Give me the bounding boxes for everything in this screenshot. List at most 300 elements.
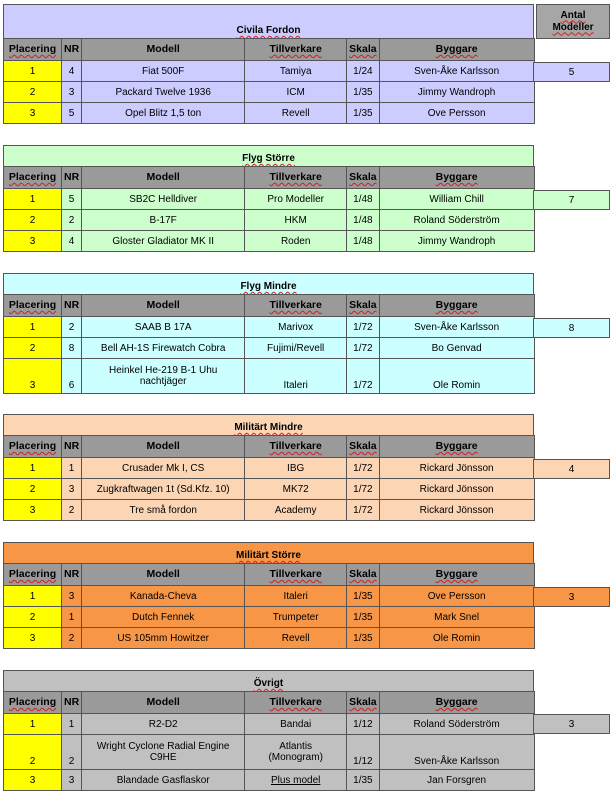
column-header-label: Byggare: [435, 299, 478, 311]
column-header-byggare: [379, 436, 534, 458]
results-table-militärt-större: [3, 563, 535, 649]
cell-tillverkare: [245, 103, 347, 124]
cell-value: 3: [68, 774, 75, 786]
cell-value: Ole Romin: [433, 632, 481, 644]
cell-skala: [347, 714, 379, 735]
cell-value: 1/35: [353, 611, 373, 623]
cell-nr: [62, 82, 82, 103]
cell-skala: [347, 586, 379, 607]
cell-value: Roden: [280, 235, 311, 247]
cell-tillverkare: [245, 338, 347, 359]
cell-modell: [82, 586, 245, 607]
column-header-byggare: [379, 167, 534, 189]
model-count-value: 4: [568, 463, 575, 475]
cell-value: 2: [29, 342, 36, 354]
column-header-nr: [62, 564, 82, 586]
cell-skala: [347, 607, 379, 628]
cell-tillverkare: [245, 359, 347, 394]
column-header-modell: [82, 564, 245, 586]
cell-value: 1/35: [353, 107, 373, 119]
cell-skala: [347, 317, 379, 338]
table-row: [4, 359, 535, 394]
cell-line-1: Wright Cyclone Radial Engine: [96, 741, 230, 752]
column-header-label: Modell: [146, 440, 180, 452]
section-title-civila-fordon: [3, 4, 534, 39]
column-header-label: Byggare: [435, 171, 478, 183]
cell-modell: [82, 607, 245, 628]
cell-modell: [82, 770, 245, 791]
cell-value: 2: [68, 504, 75, 516]
column-header-label: Tillverkare: [269, 43, 322, 55]
cell-nr: [62, 61, 82, 82]
modeller-label: Modeller: [552, 21, 594, 33]
cell-value: 1/12: [353, 756, 373, 767]
cell-tillverkare: [245, 479, 347, 500]
cell-value: 2: [29, 86, 36, 98]
cell-modell: [82, 714, 245, 735]
column-header-label: NR: [64, 568, 80, 580]
cell-value: SB2C Helldiver: [129, 193, 198, 205]
table-row: [4, 210, 535, 231]
cell-value: 2: [29, 611, 36, 623]
column-header-skala: [347, 167, 379, 189]
cell-modell: [82, 61, 245, 82]
cell-value: Tamiya: [279, 65, 312, 77]
cell-tillverkare: [245, 210, 347, 231]
cell-value: 4: [68, 235, 75, 247]
column-header-modell: [82, 167, 245, 189]
cell-value: MK72: [282, 483, 309, 495]
column-header-modell: [82, 436, 245, 458]
cell-byggare: [379, 82, 534, 103]
column-header-label: Tillverkare: [269, 568, 322, 580]
cell-skala: [347, 628, 379, 649]
cell-skala: [347, 61, 379, 82]
column-header-label: Modell: [146, 299, 180, 311]
cell-modell: [82, 82, 245, 103]
cell-byggare: [379, 770, 534, 791]
cell-value: 3: [29, 380, 36, 391]
column-header-label: Placering: [8, 440, 57, 452]
table-row: [4, 628, 535, 649]
cell-placering: [4, 61, 62, 82]
cell-tillverkare: [245, 189, 347, 210]
cell-value: Pro Modeller: [267, 193, 325, 205]
cell-tillverkare: [245, 714, 347, 735]
cell-nr: [62, 359, 82, 394]
cell-value: US 105mm Howitzer: [117, 632, 210, 644]
cell-modell: [82, 735, 245, 770]
cell-byggare: [379, 359, 534, 394]
section-title-text: Flyg Mindre: [240, 281, 297, 292]
column-header-nr: [62, 692, 82, 714]
table-row: [4, 714, 535, 735]
cell-value: Ove Persson: [427, 590, 486, 602]
cell-value: 1/48: [353, 193, 373, 205]
cell-value: ICM: [286, 86, 305, 98]
cell-placering: [4, 210, 62, 231]
column-header-label: Byggare: [435, 568, 478, 580]
cell-value: Roland Söderström: [413, 214, 500, 226]
cell-modell: [82, 338, 245, 359]
cell-byggare: [379, 317, 534, 338]
column-header-label: Skala: [349, 299, 377, 311]
cell-value: Jan Forsgren: [427, 774, 487, 786]
cell-value: Mark Snel: [434, 611, 480, 623]
cell-value: 8: [68, 342, 75, 354]
cell-modell: [82, 458, 245, 479]
cell-value: 1: [68, 462, 75, 474]
cell-value: Gloster Gladiator MK II: [112, 235, 215, 247]
cell-value: 1: [29, 718, 36, 730]
cell-value: 4: [68, 65, 75, 77]
cell-value: 1/35: [353, 590, 373, 602]
cell-value: 2: [68, 632, 75, 644]
column-header-label: Skala: [349, 696, 377, 708]
column-header-label: Modell: [146, 43, 180, 55]
column-header-label: Modell: [146, 171, 180, 183]
cell-line-2: (Monogram): [268, 752, 323, 763]
table-header-row: [4, 692, 535, 714]
cell-byggare: [379, 607, 534, 628]
cell-value: Marivox: [278, 321, 314, 333]
cell-value: 2: [29, 756, 36, 767]
column-header-label: Skala: [349, 440, 377, 452]
table-row: [4, 479, 535, 500]
cell-nr: [62, 103, 82, 124]
cell-value: Blandade Gasflaskor: [116, 774, 210, 786]
cell-placering: [4, 607, 62, 628]
cell-modell: [82, 231, 245, 252]
cell-value: Sven-Åke Karlsson: [414, 321, 500, 333]
cell-nr: [62, 231, 82, 252]
cell-value: 5: [68, 107, 75, 119]
cell-placering: [4, 500, 62, 521]
cell-value: 1: [29, 462, 36, 474]
model-count-value: 3: [568, 591, 575, 603]
cell-nr: [62, 189, 82, 210]
column-header-label: Placering: [8, 568, 57, 580]
cell-nr: [62, 770, 82, 791]
column-header-placering: [4, 436, 62, 458]
cell-value: 5: [68, 193, 75, 205]
column-header-label: Tillverkare: [269, 171, 322, 183]
cell-nr: [62, 210, 82, 231]
antal-label: Antal: [560, 9, 586, 21]
table-row: [4, 338, 535, 359]
section-title-text: Militärt Mindre: [234, 422, 303, 433]
cell-value: 1/72: [353, 483, 373, 495]
column-header-label: Placering: [8, 43, 57, 55]
cell-value: 1: [68, 611, 75, 623]
cell-value: 1/72: [353, 462, 373, 474]
model-count-övrigt: [533, 714, 610, 734]
column-header-byggare: [379, 295, 534, 317]
cell-value: 1/48: [353, 214, 373, 226]
column-header-label: Placering: [8, 171, 57, 183]
table-header-row: [4, 564, 535, 586]
cell-value: 2: [68, 756, 75, 767]
cell-byggare: [379, 714, 534, 735]
cell-nr: [62, 458, 82, 479]
cell-byggare: [379, 586, 534, 607]
cell-value: Plus model: [270, 774, 321, 786]
cell-tillverkare: [245, 61, 347, 82]
section-title-flyg-mindre: [3, 273, 534, 295]
cell-value: HKM: [284, 214, 307, 226]
column-header-modell: [82, 295, 245, 317]
cell-value: Rickard Jönsson: [419, 483, 494, 495]
cell-modell: [82, 103, 245, 124]
table-row: [4, 231, 535, 252]
cell-placering: [4, 317, 62, 338]
cell-line-2: C9HE: [149, 752, 177, 763]
column-header-label: Placering: [8, 696, 57, 708]
cell-value: Dutch Fennek: [132, 611, 195, 623]
cell-nr: [62, 479, 82, 500]
cell-tillverkare: [245, 735, 347, 770]
cell-value: 1/72: [353, 342, 373, 354]
cell-value: 2: [68, 321, 75, 333]
cell-line-1: Atlantis: [279, 741, 313, 752]
cell-value: 6: [68, 380, 75, 391]
cell-value: Jimmy Wandroph: [417, 86, 496, 98]
cell-value: Packard Twelve 1936: [115, 86, 211, 98]
column-header-skala: [347, 692, 379, 714]
cell-value: 2: [68, 214, 75, 226]
table-header-row: [4, 436, 535, 458]
cell-value: Fiat 500F: [142, 65, 185, 77]
cell-byggare: [379, 189, 534, 210]
cell-value: Zugkraftwagen 1t (Sd.Kfz. 10): [96, 483, 230, 495]
cell-value: 1: [68, 718, 75, 730]
column-header-label: Skala: [349, 43, 377, 55]
cell-value: Ove Persson: [427, 107, 486, 119]
table-row: [4, 317, 535, 338]
table-row: [4, 82, 535, 103]
results-table-flyg-större: [3, 166, 535, 252]
column-header-tillverkare: [245, 564, 347, 586]
cell-value: 1/24: [353, 65, 373, 77]
cell-placering: [4, 189, 62, 210]
cell-value: 1/72: [353, 380, 373, 391]
section-title-text: Civila Fordon: [236, 25, 301, 36]
column-header-placering: [4, 167, 62, 189]
cell-value: Rickard Jönsson: [419, 462, 494, 474]
cell-value: William Chill: [429, 193, 484, 205]
cell-placering: [4, 359, 62, 394]
cell-placering: [4, 479, 62, 500]
cell-byggare: [379, 61, 534, 82]
cell-skala: [347, 189, 379, 210]
model-count-civila-fordon: [533, 62, 610, 82]
cell-nr: [62, 500, 82, 521]
column-header-label: NR: [64, 440, 80, 452]
cell-value: Tre små fordon: [129, 504, 197, 516]
cell-placering: [4, 628, 62, 649]
column-header-label: Placering: [8, 299, 57, 311]
cell-byggare: [379, 628, 534, 649]
section-title-militärt-större: [3, 542, 534, 564]
cell-value: SAAB B 17A: [134, 321, 192, 333]
column-header-label: Byggare: [435, 696, 478, 708]
cell-tillverkare: [245, 231, 347, 252]
column-header-skala: [347, 39, 379, 61]
cell-modell: [82, 500, 245, 521]
cell-skala: [347, 735, 379, 770]
cell-value: 1/35: [353, 86, 373, 98]
model-count-value: 3: [568, 718, 575, 730]
cell-value: Academy: [274, 504, 317, 516]
cell-value: B-17F: [149, 214, 177, 226]
results-table-flyg-mindre: [3, 294, 535, 394]
cell-value: Ole Romin: [433, 380, 481, 391]
cell-tillverkare: [245, 500, 347, 521]
table-row: [4, 61, 535, 82]
column-header-skala: [347, 564, 379, 586]
cell-nr: [62, 607, 82, 628]
column-header-modell: [82, 39, 245, 61]
cell-byggare: [379, 231, 534, 252]
table-header-row: [4, 167, 535, 189]
table-row: [4, 735, 535, 770]
results-table-övrigt: [3, 691, 535, 791]
column-header-label: Byggare: [435, 43, 478, 55]
cell-value: 2: [29, 483, 36, 495]
cell-value: Rickard Jönsson: [419, 504, 494, 516]
cell-nr: [62, 714, 82, 735]
cell-nr: [62, 586, 82, 607]
cell-line-2: nachtjäger: [139, 376, 187, 387]
cell-value: Roland Söderström: [413, 718, 500, 730]
column-header-skala: [347, 436, 379, 458]
cell-placering: [4, 82, 62, 103]
cell-value: 1/72: [353, 321, 373, 333]
column-header-label: NR: [64, 299, 80, 311]
column-header-byggare: [379, 39, 534, 61]
cell-value: R2-D2: [148, 718, 178, 730]
column-header-nr: [62, 295, 82, 317]
table-row: [4, 458, 535, 479]
cell-value: 3: [68, 86, 75, 98]
cell-value: 2: [29, 214, 36, 226]
cell-value: 1/48: [353, 235, 373, 247]
cell-tillverkare: [245, 586, 347, 607]
results-table-militärt-mindre: [3, 435, 535, 521]
cell-skala: [347, 500, 379, 521]
table-row: [4, 189, 535, 210]
section-title-övrigt: [3, 670, 534, 692]
column-header-label: NR: [64, 43, 80, 55]
column-header-byggare: [379, 564, 534, 586]
cell-modell: [82, 359, 245, 394]
cell-value: Kanada-Cheva: [129, 590, 197, 602]
cell-skala: [347, 82, 379, 103]
cell-skala: [347, 770, 379, 791]
section-title-text: Flyg Större: [242, 153, 295, 164]
table-header-row: [4, 295, 535, 317]
cell-value: Jimmy Wandroph: [417, 235, 496, 247]
cell-value: 1: [29, 590, 36, 602]
model-count-militärt-mindre: [533, 459, 610, 479]
cell-value: 3: [68, 590, 75, 602]
cell-value: 1: [29, 65, 36, 77]
cell-value: Fujimi/Revell: [267, 342, 325, 354]
cell-skala: [347, 103, 379, 124]
cell-value: Sven-Åke Karlsson: [414, 756, 500, 767]
table-row: [4, 607, 535, 628]
cell-value: 3: [29, 632, 36, 644]
column-header-label: NR: [64, 171, 80, 183]
cell-value: Bandai: [280, 718, 312, 730]
cell-placering: [4, 338, 62, 359]
section-title-flyg-större: [3, 145, 534, 167]
cell-tillverkare: [245, 607, 347, 628]
column-header-nr: [62, 167, 82, 189]
results-table-civila-fordon: [3, 38, 535, 124]
cell-nr: [62, 338, 82, 359]
cell-byggare: [379, 458, 534, 479]
cell-byggare: [379, 735, 534, 770]
column-header-modell: [82, 692, 245, 714]
cell-placering: [4, 770, 62, 791]
cell-value: 1: [29, 321, 36, 333]
table-header-row: [4, 39, 535, 61]
cell-value: 1/35: [353, 632, 373, 644]
cell-placering: [4, 103, 62, 124]
column-header-skala: [347, 295, 379, 317]
column-header-label: Byggare: [435, 440, 478, 452]
column-header-label: Modell: [146, 568, 180, 580]
cell-byggare: [379, 500, 534, 521]
cell-value: Italeri: [283, 590, 308, 602]
cell-value: Trumpeter: [272, 611, 319, 623]
cell-value: 1: [29, 193, 36, 205]
cell-value: Crusader Mk I, CS: [122, 462, 205, 474]
column-header-placering: [4, 564, 62, 586]
section-title-text: Militärt Större: [235, 550, 301, 561]
cell-value: 3: [29, 107, 36, 119]
model-count-flyg-mindre: [533, 318, 610, 338]
cell-value: Sven-Åke Karlsson: [414, 65, 500, 77]
cell-placering: [4, 714, 62, 735]
cell-modell: [82, 479, 245, 500]
column-header-label: Skala: [349, 171, 377, 183]
model-count-value: 5: [568, 66, 575, 78]
model-count-value: 8: [568, 322, 575, 334]
model-count-militärt-större: [533, 587, 610, 607]
cell-tillverkare: [245, 770, 347, 791]
column-header-nr: [62, 436, 82, 458]
cell-byggare: [379, 210, 534, 231]
cell-value: 3: [29, 504, 36, 516]
cell-tillverkare: [245, 82, 347, 103]
column-header-label: Tillverkare: [269, 696, 322, 708]
column-header-tillverkare: [245, 692, 347, 714]
cell-modell: [82, 210, 245, 231]
cell-modell: [82, 317, 245, 338]
cell-value: 1/72: [353, 504, 373, 516]
cell-value: 1/35: [353, 774, 373, 786]
column-header-tillverkare: [245, 436, 347, 458]
cell-byggare: [379, 338, 534, 359]
column-header-placering: [4, 39, 62, 61]
cell-value: Opel Blitz 1,5 ton: [125, 107, 202, 119]
section-title-militärt-mindre: [3, 414, 534, 436]
cell-placering: [4, 458, 62, 479]
cell-skala: [347, 231, 379, 252]
cell-skala: [347, 458, 379, 479]
